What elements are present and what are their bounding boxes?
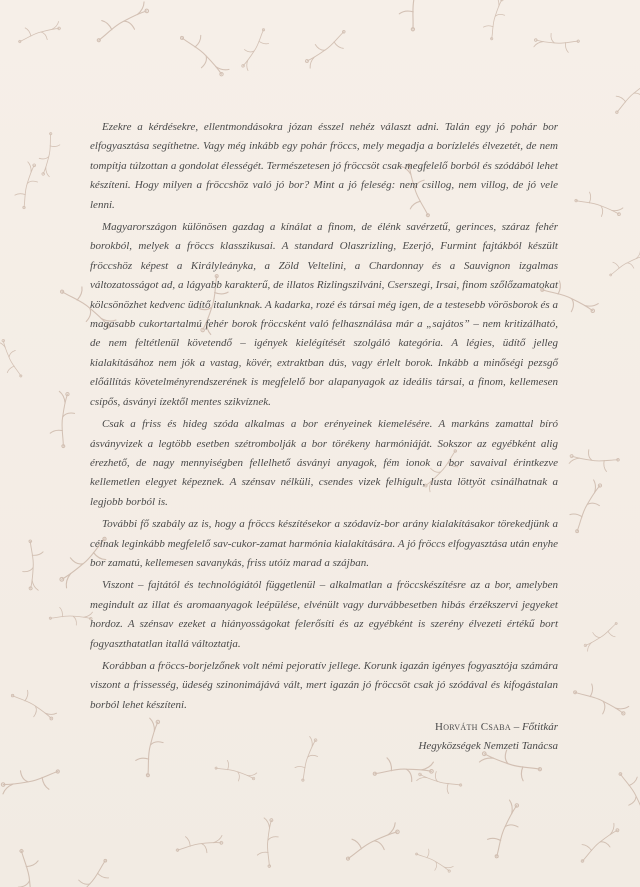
vine-sprig-icon	[0, 749, 63, 815]
vine-sprig-icon	[611, 68, 640, 120]
vine-sprig-icon	[173, 818, 226, 869]
paragraph-6: Korábban a fröccs-borjelzőnek volt némi pejoratív jellege. Korunk igazán igényes fogyasztója számára viszont a frissesség, üdeség szinonimájává vált, mert igazán jó fröccsöt csak jó szódával és kifogástalan borból lehet készíteni.	[90, 659, 558, 711]
vine-sprig-icon	[243, 815, 291, 870]
vine-sprig-icon	[566, 437, 621, 485]
vine-sprig-icon	[47, 594, 95, 637]
author-organization: Hegyközségek Nemzeti Tanácsa	[418, 740, 558, 753]
vine-sprig-icon	[385, 0, 442, 33]
vine-sprig-icon	[606, 768, 640, 820]
vine-sprig-icon	[7, 160, 47, 210]
vine-sprig-icon	[8, 537, 59, 593]
vine-sprig-icon	[124, 715, 176, 778]
vine-sprig-icon	[342, 808, 403, 876]
paragraph-5: Viszont – fajtától és technológiától függetlenül – alkalmatlan a fröccskészítésre az a bor, amelyben megindult az illat és aromaanyagok leépülése, elvénült vagy durvábbesetben hibás érzékszervi jegyeket hordoz. A szénsav ezeket a hiányosságokat felerősíti és az egyébként is szerény élvezeti értékű bort fogyaszthatatlan itallá változtatja.	[90, 579, 558, 650]
vine-sprig-icon	[30, 131, 69, 179]
vine-sprig-icon	[582, 614, 620, 659]
paragraph-3: Csak a friss és hideg szóda alkalmas a bor erényeinek kiemelésére. A markáns zamattal bíró ásványvizek a legtöbb esetben szétrombolják a bor törékeny harmóniáját. Sokszor az egyébként alig érezhető, de nagy mennyiségben fellelhető ásványi anyagok, fém ionok a bor savaival érintkezve kellemetlen elegyet képeznek. A szénsav nélküli, csendes vizek felhígult, lusta löttyöt csinálhatnak a legjobb borból is.	[90, 418, 558, 508]
vine-sprig-icon	[476, 0, 513, 41]
vine-sprig-icon	[568, 479, 605, 533]
vine-sprig-icon	[0, 846, 61, 887]
vine-sprig-icon	[482, 799, 526, 859]
vine-sprig-icon	[531, 21, 582, 66]
vine-sprig-icon	[241, 29, 269, 71]
author-role: – Főtitkár	[510, 721, 558, 733]
vine-sprig-icon	[606, 242, 640, 285]
signature-line	[258, 718, 558, 737]
vine-sprig-icon	[415, 763, 463, 801]
vine-sprig-icon	[214, 754, 258, 789]
signature-block	[258, 718, 558, 757]
vine-sprig-icon	[11, 690, 56, 720]
vine-sprig-icon	[71, 855, 111, 887]
vine-sprig-icon	[35, 388, 89, 450]
paragraph-1: Ezekre a kérdésekre, ellentmondásokra józan ésszel nehéz választ adni. Talán egy jó pohár bor elfogyasztása segíthetne. Vagy még inkább egy pohár fröccs, mely megadja a borízlelés élvezetét, de nem tompítja túlzottan a gondolat élességét. Természetesen jó fröccsöt csak megfelelő borból és szódából lehet készíteni. Hogy milyen a fröccshöz való jó bor? Mint a jó feleség: nem csillog, nem villog, de jó vele lenni.	[90, 121, 558, 211]
vine-sprig-icon	[0, 337, 33, 380]
vine-sprig-icon	[175, 31, 235, 77]
author-name: Horváth Csaba	[434, 721, 511, 733]
vine-sprig-icon	[573, 680, 630, 721]
vine-sprig-icon	[92, 0, 151, 56]
paragraph-2: Magyarországon különösen gazdag a kínálat a finom, de élénk savérzetű, gerinces, száraz fehér borokból, melyek a fröccs klasszikusai. A standard Olaszrizling, Ezerjó, Furmint fajtákból készült fröccshöz képest a Királyleányka, a Zöld Veltelini, a Chardonnay és a Sauvignon izgalmas változatosságot ad, a lágyabb karakterű, de illatos Rizlingszilváni, Cserszegi, Irsai, finom szőlőzamatokat kölcsönözhet kedvenc üdítő italunknak. A kadarka, rozé és társai még igen, de a testesebb vörösborok és a magasabb cukortartalmú fehér borok fröccsként való felhasználása már a „sajátos” – nem kritizálható, de nem feltétlenül követendő – igények kielégítését szolgáló kategória. A légies, üdítő jelleg kialakításához nem jók a vastag, kövér, extraktban dús, vagy érlelt borok. Inkább a minőségi pezsgő előállítás követelményrendszerének is megfelelő bor alapanyagok az ideális társai, a finom, kellemesen csípős, ásványi ízektől mentes szikvíznek.	[90, 221, 558, 408]
vine-sprig-icon	[304, 21, 350, 76]
article-body	[90, 118, 558, 718]
vine-sprig-icon	[15, 8, 63, 57]
paragraph-4: További fő szabály az is, hogy a fröccs készítésekor a szódavíz-bor arány kialakításakor törekedjünk a célnak leginkább megfelelő sav-cukor-zamat harmónia kialakítására. A jó fröccs elfogyasztása után enyhe bor zamatú, kellemesen savanykás, friss utóíz marad a szájban.	[90, 518, 559, 569]
vine-sprig-icon	[574, 186, 625, 225]
vine-sprig-icon	[577, 816, 621, 870]
vine-sprig-icon	[415, 848, 453, 874]
